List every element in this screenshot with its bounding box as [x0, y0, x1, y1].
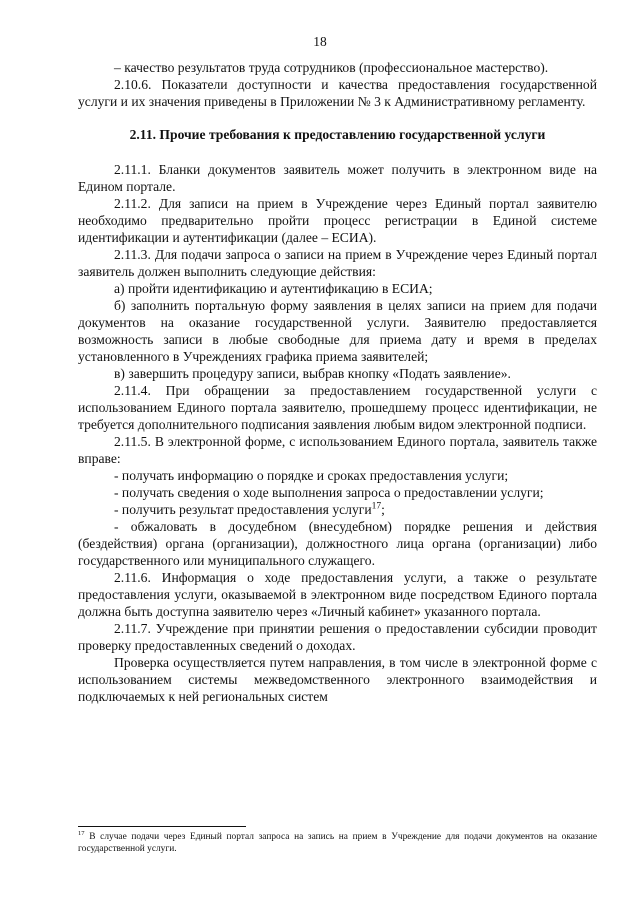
paragraph-2-11-5: 2.11.5. В электронной форме, с использованием Единого портала, заявитель также вправе: [78, 434, 597, 466]
paragraph-2-10-6: 2.10.6. Показатели доступности и качества предоставления государственной услуги и их значения приведены в Приложении № 3 к Административному регламенту. [78, 77, 597, 109]
footnote-text: В случае подачи через Единый портал запроса на запись на прием в Учреждение для подачи документов на оказание государственной услуги. [78, 832, 597, 854]
footnote-ref: 17 [371, 501, 382, 512]
bullet-status: - получать сведения о ходе выполнения запроса о предоставлении услуги; [114, 485, 544, 500]
footnote-separator [78, 826, 246, 827]
paragraph-item-a: а) пройти идентификацию и аутентификацию в ЕСИА; [114, 281, 433, 296]
bullet-result-end: ; [381, 502, 385, 517]
paragraph-2-11-3: 2.11.3. Для подачи запроса о записи на прием в Учреждение через Единый портал заявитель должен выполнить следующие действия: [78, 247, 597, 279]
footnote-mark: 17 [78, 829, 85, 837]
bullet-info: - получать информацию о порядке и сроках предоставления услуги; [114, 468, 509, 483]
section-heading: 2.11. Прочие требования к предоставлению государственной услуги [129, 127, 546, 142]
paragraph-2-11-1: 2.11.1. Бланки документов заявитель может получить в электронном виде на Едином портале. [78, 162, 597, 194]
paragraph-quality-result: – качество результатов труда сотрудников (профессиональное мастерство). [114, 60, 549, 75]
bullet-result-text: - получить результат предоставления услуги [114, 502, 372, 517]
document-body [78, 59, 597, 705]
paragraph-item-b: б) заполнить портальную форму заявления в целях записи на прием для подачи документов на оказание государственной услуги. Заявителю предоставляется возможность записи в любые свободные для приема дату и время в пределах установленного в Учреждениях графика приема заявителей; [78, 298, 597, 364]
paragraph-item-v: в) завершить процедуру записи, выбрав кнопку «Подать заявление». [114, 366, 511, 381]
bullet-result [78, 501, 597, 518]
paragraph-2-11-6: 2.11.6. Информация о ходе предоставления услуги, а также о результате предоставления услуги, оказываемой в электронном виде посредством Единого портала должна быть доступна заявителю через «Личный кабинет» указанного портала. [78, 570, 597, 619]
page-number: 18 [313, 34, 327, 49]
paragraph-2-11-7: 2.11.7. Учреждение при принятии решения о предоставлении субсидии проводит проверку предоставленных сведений о доходах. [78, 621, 597, 653]
bullet-appeal: - обжаловать в досудебном (внесудебном) порядке решения и действия (бездействия) органа (организации), должностного лица органа (организации) либо государственного или муниципального служащего. [78, 519, 597, 568]
paragraph-2-11-2: 2.11.2. Для записи на прием в Учреждение через Единый портал заявителю необходимо предварительно пройти процесс регистрации в Единой системе идентификации и аутентификации (далее – ЕСИА). [78, 196, 597, 245]
paragraph-2-11-4: 2.11.4. При обращении за предоставлением государственной услуги с использованием Единого портала заявителю, прошедшему процесс идентификации, не требуется дополнительного подписания заявления любым видом электронной подписи. [78, 383, 597, 432]
paragraph-verification: Проверка осуществляется путем направления, в том числе в электронной форме с использованием системы межведомственного электронного взаимодействия и подключаемых к ней региональных систем [78, 655, 597, 704]
footnote [78, 831, 597, 855]
